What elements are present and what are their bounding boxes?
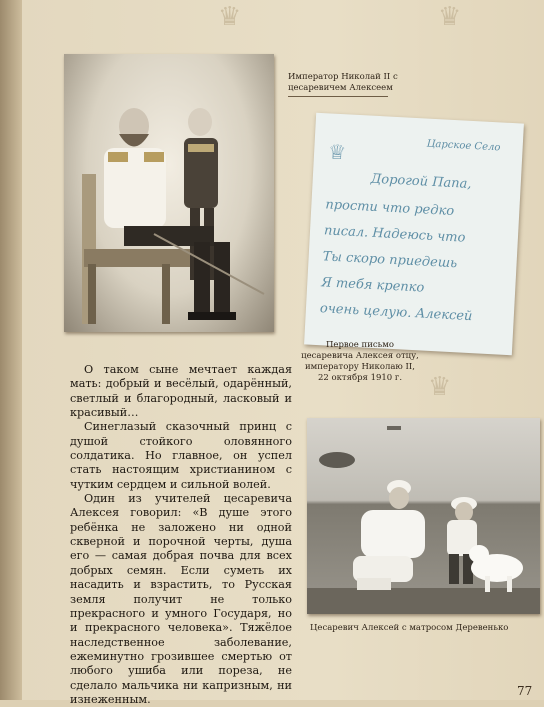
photo-emperor-and-tsesarevich — [64, 54, 274, 332]
book-spine — [0, 0, 22, 700]
paragraph: О таком сыне мечтает каждая мать: добрый и весёлый, одарённый, светлый и благородный, ласковый и красивый… — [70, 363, 292, 420]
letter-heading: Царское Село — [426, 138, 501, 154]
crest-ornament-icon: ♛ — [438, 2, 462, 32]
crest-ornament-icon: ♛ — [218, 2, 242, 32]
caption-letter: Первое письмо цесаревича Алексея отцу, императору Николаю II, 22 октября 1910 г. — [301, 340, 419, 383]
page-number: 77 — [517, 684, 533, 698]
letter-line: Ты скоро приедешь — [322, 249, 458, 272]
handwritten-letter — [304, 113, 524, 356]
letter-line: очень целую. Алексей — [319, 301, 473, 325]
letter-line: Дорогой Папа, — [370, 171, 472, 192]
article-body — [70, 363, 292, 707]
photo-tsesarevich-with-sailor — [307, 418, 540, 614]
letter-line: Я тебя крепко — [320, 275, 425, 296]
paragraph: Один из учителей цесаревича Алексея говорил: «В душе этого ребёнка не заложено ни одной скверной и порочной черты, душа его — самая добрая почва для всех добрых семян. Если суметь их насадить и взрастить, то Русская земля получит не только прекрасного и умного Государя, но и прекрасного человека». Тяжёлое наследственное заболевание, ежеминутно грозившее смертью от любого ушиба или пореза, не сделало мальчика ни капризным, ни изнеженным. — [70, 492, 292, 706]
letter-line: писал. Надеюсь что — [323, 223, 466, 246]
caption-photo-bottom: Цесаревич Алексей с матросом Деревенько — [310, 623, 509, 633]
crest-ornament-icon: ♛ — [428, 372, 452, 402]
letter-line: прости что редко — [325, 197, 455, 220]
caption-rule — [288, 96, 388, 97]
caption-photo-top: Император Николай II с цесаревичем Алексеем — [288, 72, 398, 93]
paragraph: Синеглазый сказочный принц с душой стойкого оловянного солдатика. Но главное, он успел стать настоящим христианином с чутким сердцем и сильной волей. — [70, 420, 292, 491]
monogram-icon: ♕ — [327, 139, 347, 165]
